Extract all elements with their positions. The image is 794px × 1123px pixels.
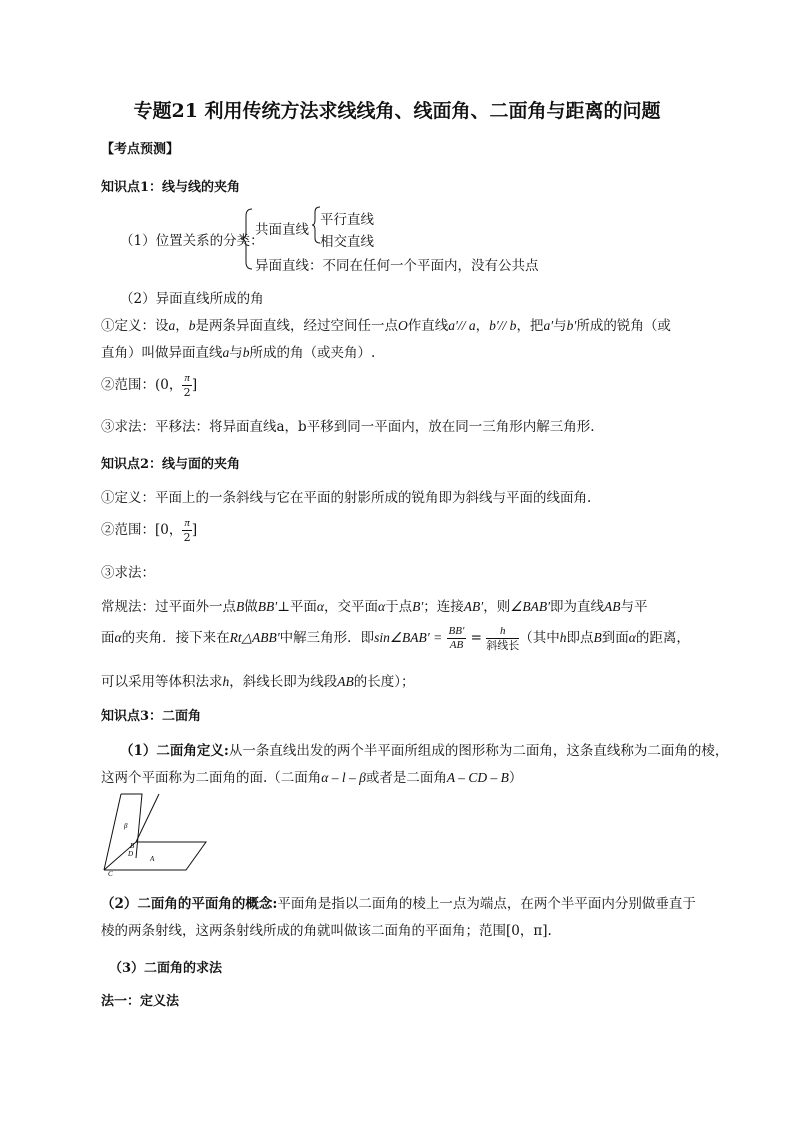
kp3-plane-angle-line1: （2）二面角的平面角的概念:平面角是指以二面角的棱上一点为端点，在两个半平面内分别做垂直于 bbox=[101, 896, 696, 912]
kp2-definition: ①定义：平面上的一条斜线与它在平面的射影所成的锐角即为斜线与平面的线面角. bbox=[101, 490, 592, 506]
coplanar-lines: 共面直线 bbox=[255, 222, 309, 238]
label-c: C bbox=[108, 870, 113, 878]
kp1-method: ③求法：平移法：将异面直线a，b平移到同一平面内，放在同一三角形内解三角形. bbox=[101, 419, 595, 435]
kp3-definition-line2: 这两个平面称为二面角的面.（二面角α – l – β或者是二面角A – CD – B） bbox=[101, 770, 523, 786]
outer-brace bbox=[240, 208, 254, 270]
label-d: D bbox=[128, 850, 134, 858]
intersecting-lines: 相交直线 bbox=[320, 234, 374, 250]
kp1-range: ②范围：(0， $\frac{\pi}{2}$ ] bbox=[101, 372, 198, 399]
label-beta: β bbox=[124, 822, 128, 830]
page-title: 专题21 利用传统方法求线线角、线面角、二面角与距离的问题 bbox=[133, 100, 661, 122]
kp3-method1: 法一：定义法 bbox=[101, 994, 180, 1009]
kp3-methods-heading: （3）二面角的求法 bbox=[109, 961, 223, 976]
kp1-definition-line1: ①定义：设a，b是两条异面直线，经过空间任一点O作直线a′// a，b′// b，把a′与b′所成的锐角（或 bbox=[101, 318, 671, 334]
classification-label: （1）位置关系的分类： bbox=[120, 233, 264, 249]
dihedral-angle-figure bbox=[96, 790, 212, 882]
kp3-plane-angle-line2: 棱的两条射线，这两条射线所成的角就叫做该二面角的平面角；范围[0，π]. bbox=[101, 923, 552, 939]
skew-lines: 异面直线：不同在任何一个平面内，没有公共点 bbox=[255, 258, 539, 274]
label-b: B bbox=[130, 842, 135, 850]
kp2-normal-line2: 面α的夹角．接下来在Rt△ABB′中解三角形．即sin∠BAB′ = $\frac{BB'}{AB}$ = $\frac{h}{\text{斜线长}}$ （其中h即点B到面α的距离， bbox=[101, 625, 690, 652]
kp3-definition-line1: （1）二面角定义:从一条直线出发的两个半平面所组成的图形称为二面角，这条直线称为二面角的棱， bbox=[120, 743, 729, 759]
parallel-lines: 平行直线 bbox=[320, 212, 374, 228]
kp2-range: ②范围：[0， $\frac{\pi}{2}$ ] bbox=[101, 517, 198, 544]
label-a: A bbox=[150, 855, 155, 863]
kp2-heading: 知识点2：线与面的夹角 bbox=[101, 457, 241, 472]
kp1-heading: 知识点1：线与线的夹角 bbox=[101, 180, 241, 195]
kp2-normal-line3: 可以采用等体积法求h，斜线长即为线段AB的长度）； bbox=[101, 674, 415, 690]
pi-over-2: $\frac{\pi}{2}$ bbox=[183, 372, 191, 399]
kp3-heading: 知识点3：二面角 bbox=[101, 709, 202, 724]
fraction-bbp-over-ab: $\frac{BB'}{AB}$ bbox=[448, 625, 465, 651]
kp1-sub2-heading: （2）异面直线所成的角 bbox=[120, 291, 264, 307]
forecast-heading: 【考点预测】 bbox=[101, 142, 180, 157]
kp2-method-label: ③求法： bbox=[101, 565, 155, 581]
kp1-definition-line2: 直角）叫做异面直线a与b所成的角（或夹角）. bbox=[101, 345, 376, 361]
pi-over-2: $\frac{\pi}{2}$ bbox=[183, 517, 191, 544]
kp2-normal-line1: 常规法：过平面外一点B做BB′⊥平面α，交平面α于点B′；连接AB′，则∠BAB′即为直线AB与平 bbox=[101, 599, 648, 615]
fraction-h-over-slant: $\frac{h}{\text{斜线长}}$ bbox=[486, 625, 520, 652]
